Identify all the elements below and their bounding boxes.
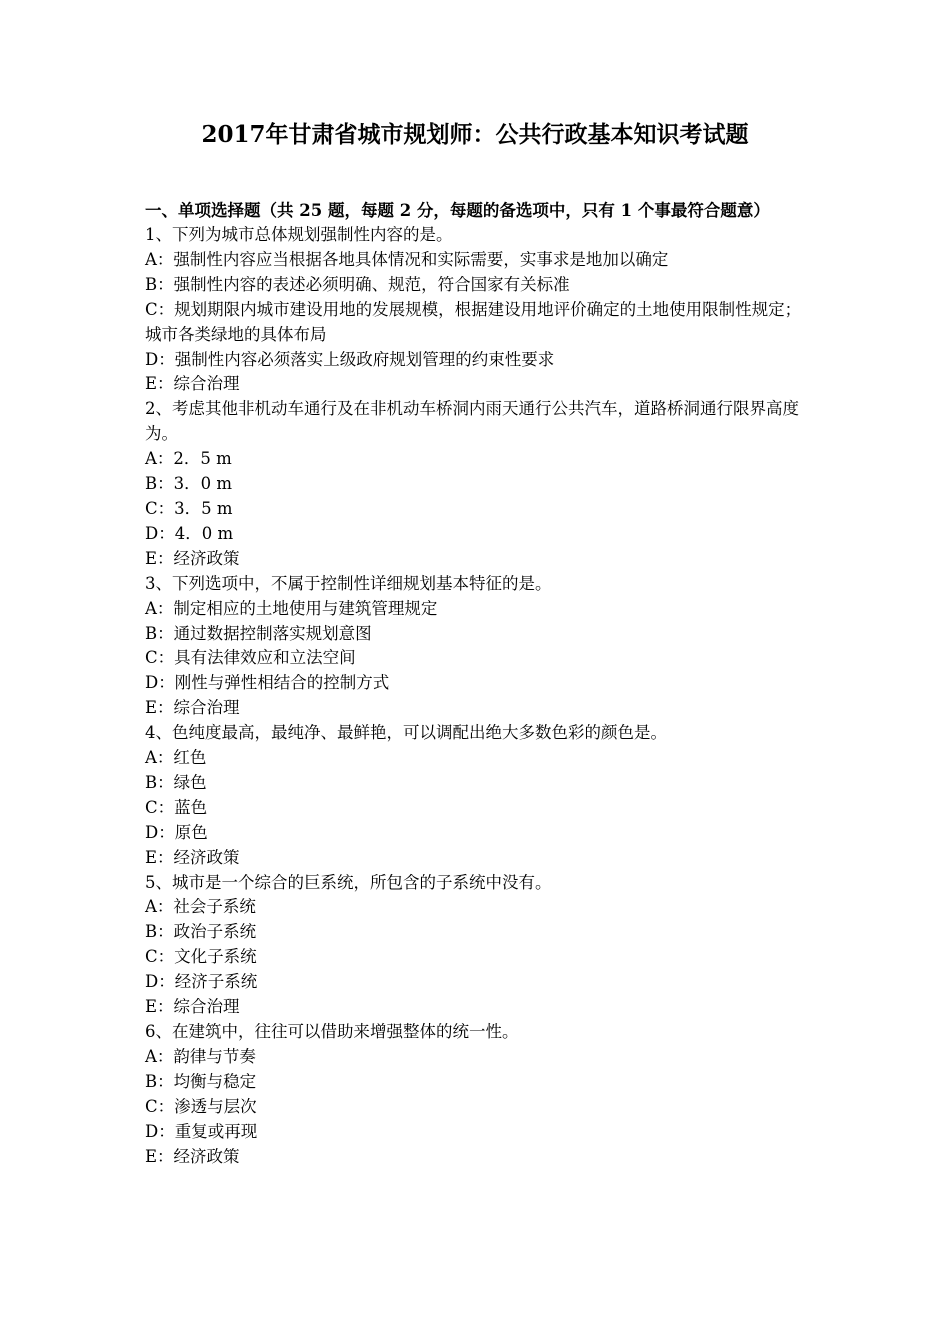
option-a: A：2．5 m (145, 449, 232, 469)
option-d: D：强制性内容必须落实上级政府规划管理的约束性要求 (145, 349, 555, 369)
option-c: C：规划期限内城市建设用地的发展规模，根据建设用地评价确定的土地使用限制性规定；城市各类绿地的具体布局 (145, 299, 802, 344)
option-a: A：红色 (145, 748, 207, 768)
option-c: C：具有法律效应和立法空间 (145, 648, 356, 668)
option-e: E：综合治理 (145, 374, 240, 394)
option-c: C：文化子系统 (145, 947, 257, 967)
option-d: D：原色 (145, 822, 208, 842)
question-stem: 3、下列选项中，不属于控制性详细规划基本特征的是。 (145, 573, 552, 593)
document-body (145, 198, 810, 1169)
option-b: B：通过数据控制落实规划意图 (145, 623, 372, 643)
option-b: B：强制性内容的表述必须明确、规范，符合国家有关标准 (145, 274, 570, 294)
question-stem: 6、在建筑中，往往可以借助来增强整体的统一性。 (145, 1022, 519, 1041)
question-2 (145, 397, 810, 571)
option-a: A：社会子系统 (145, 897, 256, 917)
section-heading: 一、单项选择题（共 25 题，每题 2 分，每题的备选项中，只有 1 个事最符合题意） (145, 201, 770, 220)
question-1 (145, 223, 810, 397)
option-e: E：经济政策 (145, 847, 240, 867)
question-stem: 2、考虑其他非机动车通行及在非机动车桥洞内雨天通行公共汽车，道路桥洞通行限界高度为。 (145, 399, 799, 444)
option-d: D：经济子系统 (145, 972, 258, 992)
option-a: A：强制性内容应当根据各地具体情况和实际需要，实事求是地加以确定 (145, 249, 669, 269)
option-e: E：综合治理 (145, 997, 240, 1017)
question-5 (145, 871, 810, 1020)
document-title: 2017年甘肃省城市规划师：公共行政基本知识考试题 (201, 121, 749, 148)
question-stem: 5、城市是一个综合的巨系统，所包含的子系统中没有。 (145, 872, 552, 892)
question-4 (145, 721, 810, 870)
question-stem: 4、色纯度最高，最纯净、最鲜艳，可以调配出绝大多数色彩的颜色是。 (145, 723, 667, 743)
question-6 (145, 1020, 810, 1169)
option-c: C：3．5 m (145, 498, 233, 518)
option-e: E：经济政策 (145, 548, 240, 568)
question-stem: 1、下列为城市总体规划强制性内容的是。 (145, 225, 453, 244)
option-c: C：渗透与层次 (145, 1096, 257, 1116)
option-d: D：重复或再现 (145, 1121, 258, 1141)
option-e: E：综合治理 (145, 698, 240, 718)
option-e: E：经济政策 (145, 1146, 240, 1166)
option-a: A：制定相应的土地使用与建筑管理规定 (145, 598, 438, 618)
option-a: A：韵律与节奏 (145, 1046, 256, 1066)
option-b: B：均衡与稳定 (145, 1071, 257, 1091)
question-3 (145, 572, 810, 721)
option-d: D：4．0 m (145, 523, 234, 543)
option-d: D：刚性与弹性相结合的控制方式 (145, 673, 390, 693)
option-b: B：政治子系统 (145, 922, 257, 942)
option-c: C：蓝色 (145, 797, 208, 817)
option-b: B：3．0 m (145, 474, 233, 494)
option-b: B：绿色 (145, 772, 207, 792)
